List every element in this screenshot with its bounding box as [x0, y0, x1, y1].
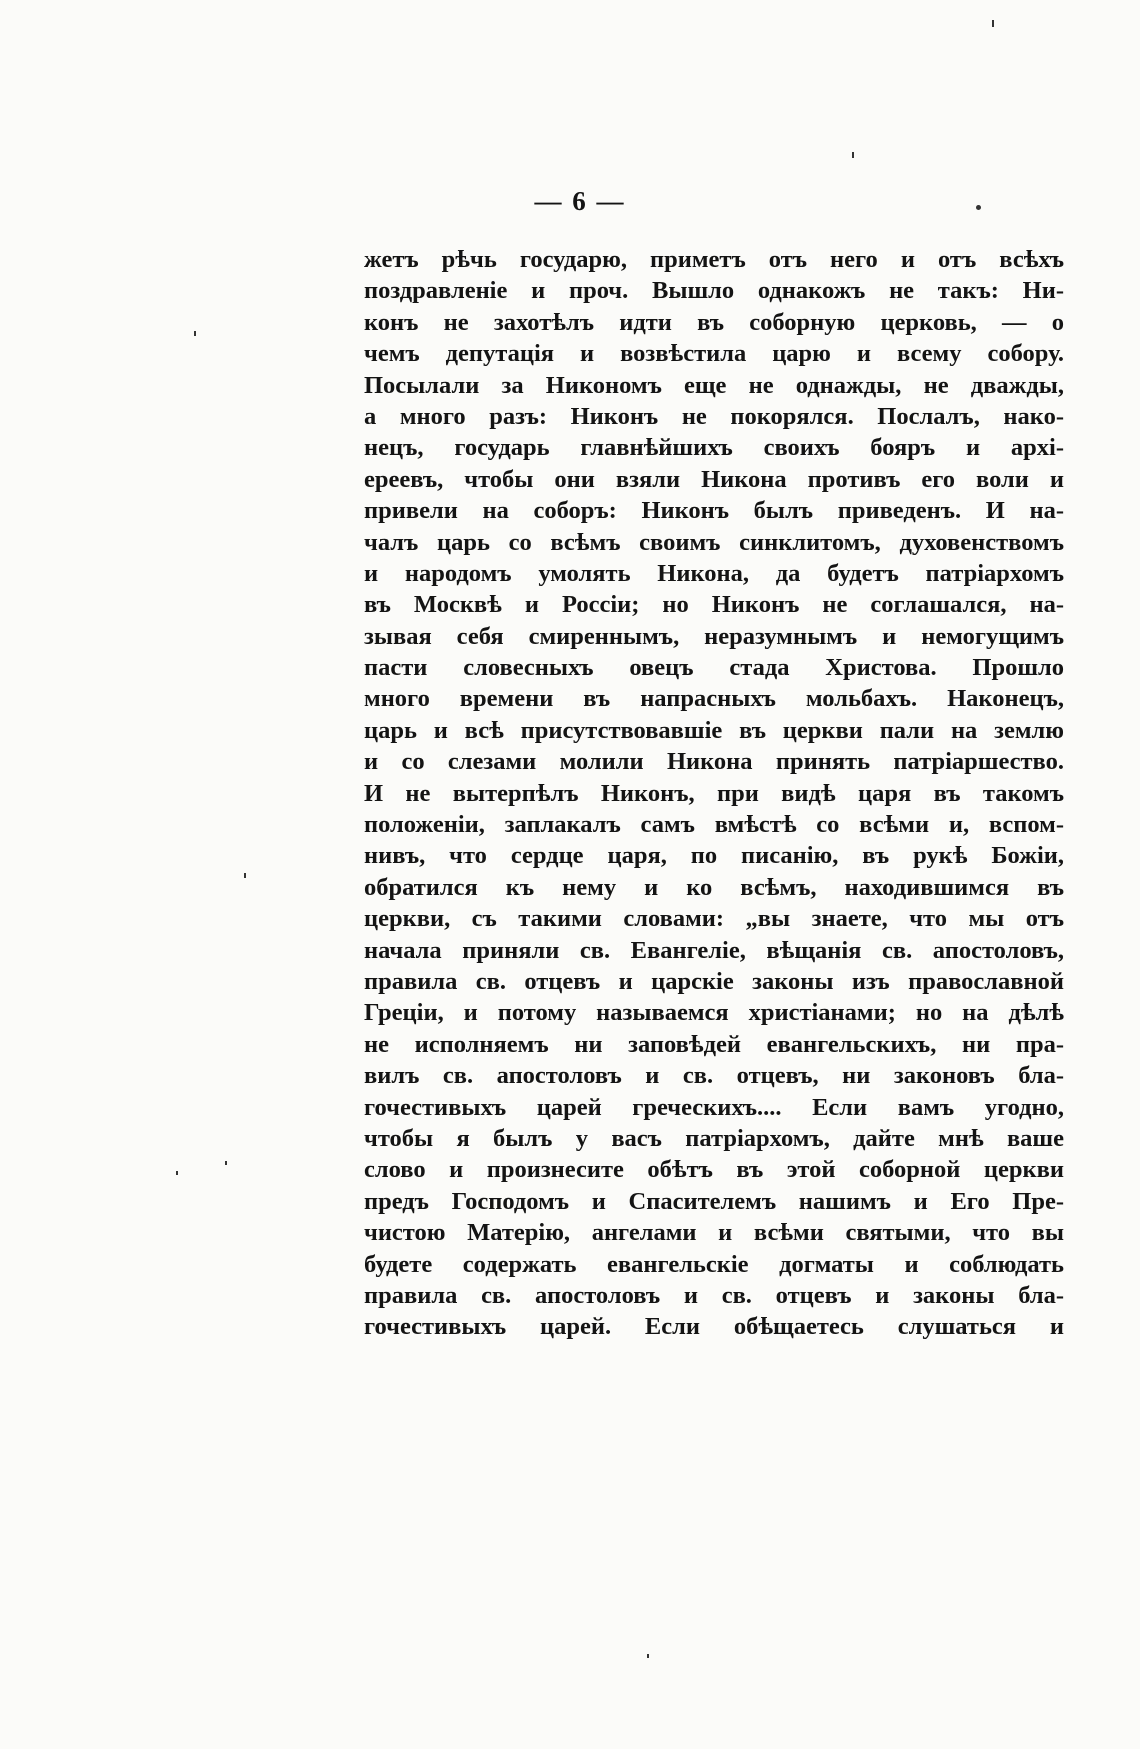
text-line: Посылали за Никономъ еще не однажды, не дважды, — [364, 371, 1064, 399]
text-line: нивъ, что сердце царя, по писанію, въ рукѣ Божіи, — [364, 842, 1064, 870]
text-line: начала приняли св. Евангеліе, вѣщанія св. апостоловъ, — [364, 936, 1064, 964]
text-line: много времени въ напрасныхъ мольбахъ. Наконецъ, — [364, 685, 1064, 713]
text-line: гочестивыхъ царей. Если обѣщаетесь слушаться и — [364, 1313, 1064, 1341]
scan-speck — [852, 152, 854, 158]
text-line: вилъ св. апостоловъ и св. отцевъ, ни законовъ бла- — [364, 1062, 1064, 1090]
text-line: предъ Господомъ и Спасителемъ нашимъ и Его Пре- — [364, 1187, 1064, 1215]
text-line: конъ не захотѣлъ идти въ соборную церковь, — о — [364, 308, 1064, 336]
text-line: привели на соборъ: Никонъ былъ приведенъ. И на- — [364, 497, 1064, 525]
text-line: гочестивыхъ царей греческихъ.... Если вамъ угодно, — [364, 1093, 1064, 1121]
text-line: въ Москвѣ и Россіи; но Никонъ не соглашался, на- — [364, 591, 1064, 619]
scan-speck — [647, 1654, 649, 1658]
text-line: зывая себя смиреннымъ, неразумнымъ и немогущимъ — [364, 622, 1064, 650]
scan-speck — [976, 205, 981, 210]
scan-speck — [992, 20, 994, 27]
body-text — [364, 244, 1064, 1343]
scan-speck — [176, 1171, 178, 1175]
text-line: положеніи, заплакалъ самъ вмѣстѣ со всѣми и, вспом- — [364, 811, 1064, 839]
scan-speck — [225, 1161, 227, 1165]
text-line: жетъ рѣчь государю, приметъ отъ него и отъ всѣхъ — [364, 246, 1064, 273]
page-number: — 6 — — [534, 186, 626, 216]
text-line: обратился къ нему и ко всѣмъ, находившимся въ — [364, 873, 1064, 901]
text-line: будете содержать евангельскіе догматы и соблюдать — [364, 1250, 1064, 1278]
text-line: чемъ депутація и возвѣстила царю и всему собору. — [364, 340, 1064, 368]
text-line: церкви, съ такими словами: „вы знаете, что мы отъ — [364, 905, 1064, 933]
text-line: правила св. отцевъ и царскіе законы изъ православной — [364, 967, 1064, 995]
text-line: чистою Матерію, ангелами и всѣми святыми, что вы — [364, 1219, 1064, 1247]
text-line: и со слезами молили Никона принять патріаршество. — [364, 748, 1064, 776]
text-line: поздравленіе и проч. Вышло однакожъ не такъ: Ни- — [364, 277, 1064, 305]
text-line: царь и всѣ присутствовавшіе въ церкви пали на землю — [364, 716, 1064, 744]
text-line: И не вытерпѣлъ Никонъ, при видѣ царя въ такомъ — [364, 779, 1064, 807]
text-line: ереевъ, чтобы они взяли Никона противъ его воли и — [364, 465, 1064, 493]
text-line: и народомъ умолять Никона, да будетъ патріархомъ — [364, 559, 1064, 587]
text-line: Греціи, и потому называемся христіанами; но на дѣлѣ — [364, 999, 1064, 1027]
scan-speck — [244, 873, 246, 878]
text-line: нецъ, государь главнѣйшихъ своихъ бояръ и архі- — [364, 434, 1064, 462]
text-line: чтобы я былъ у васъ патріархомъ, дайте мнѣ ваше — [364, 1124, 1064, 1152]
text-line: чалъ царь со всѣмъ своимъ синклитомъ, духовенствомъ — [364, 528, 1064, 556]
scan-speck — [194, 331, 196, 336]
text-line: не исполняемъ ни заповѣдей евангельскихъ, ни пра- — [364, 1030, 1064, 1058]
text-line: слово и произнесите обѣтъ въ этой соборной церкви — [364, 1156, 1064, 1184]
text-line: а много разъ: Никонъ не покорялся. Послалъ, нако- — [364, 402, 1064, 430]
text-line: пасти словесныхъ овецъ стада Христова. Прошло — [364, 654, 1064, 682]
text-line: правила св. апостоловъ и св. отцевъ и законы бла- — [364, 1281, 1064, 1309]
